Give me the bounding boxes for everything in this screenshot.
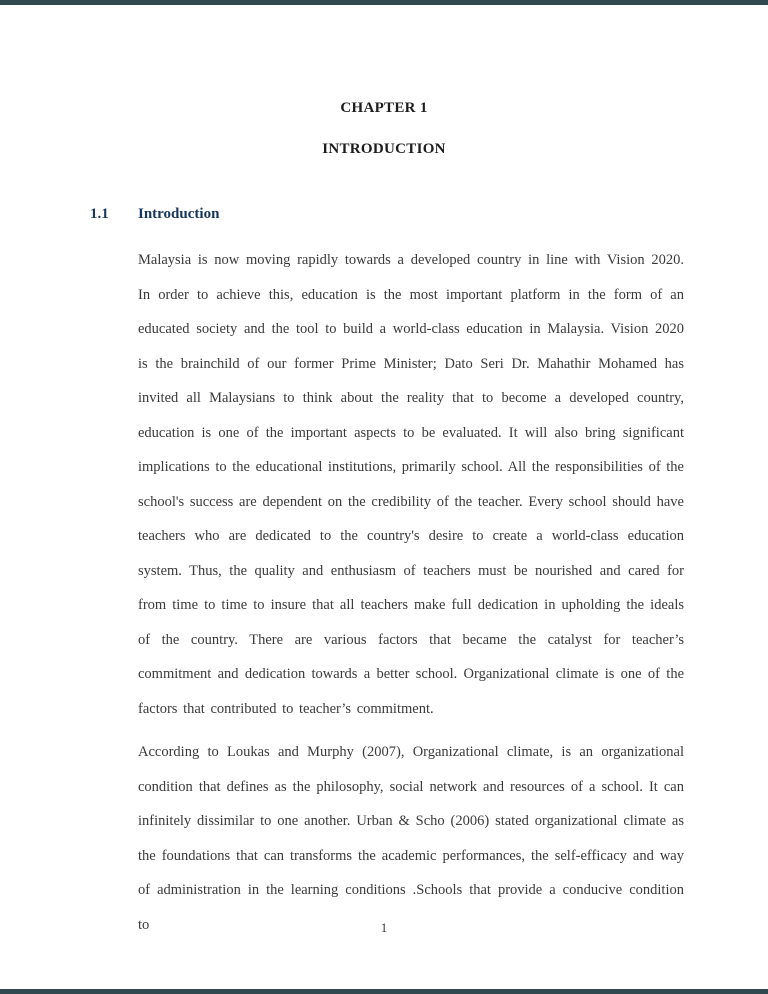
paragraph-2: According to Loukas and Murphy (2007), Organizational climate, is an organizational condition that defines as the philosophy, social network and resources of a school. It can infinitely dissimilar to one another. Urban & Scho (2006) stated organizational climate as the foundations that can transforms the academic performances, the self-efficacy and way of administration in the learning conditions .Schools that provide a conducive condition to	[138, 744, 684, 933]
section-heading	[0, 206, 768, 223]
bottom-edge-bar	[0, 989, 768, 994]
chapter-label: CHAPTER 1	[340, 100, 428, 116]
top-edge-bar	[0, 0, 768, 5]
section-title: Introduction	[138, 206, 220, 222]
paragraph-1: Malaysia is now moving rapidly towards a developed country in line with Vision 2020. In order to achieve this, education is the most important platform in the form of an educated society and the tool to build a world-class education in Malaysia. Vision 2020 is the brainchild of our former Prime Minister; Dato Seri Dr. Mahathir Mohamed has invited all Malaysians to think about the reality that to become a developed country, education is one of the important aspects to be evaluated. It will also bring significant implications to the educational institutions, primarily school. All the responsibilities of the school's success are dependent on the credibility of the teacher. Every school should have teachers who are dedicated to the country's desire to create a world-class education system. Thus, the quality and enthusiasm of teachers must be nourished and cared for from time to time to insure that all teachers make full dedication in upholding the ideals of the country. There are various factors that became the catalyst for teacher’s commitment and dedication towards a better school. Organizational climate is one of the factors that contributed to teacher’s commitment.	[138, 252, 684, 717]
body-text-block	[0, 243, 768, 942]
page-number: 1	[380, 920, 388, 935]
section-number: 1.1	[90, 206, 109, 222]
chapter-title: INTRODUCTION	[322, 141, 446, 157]
